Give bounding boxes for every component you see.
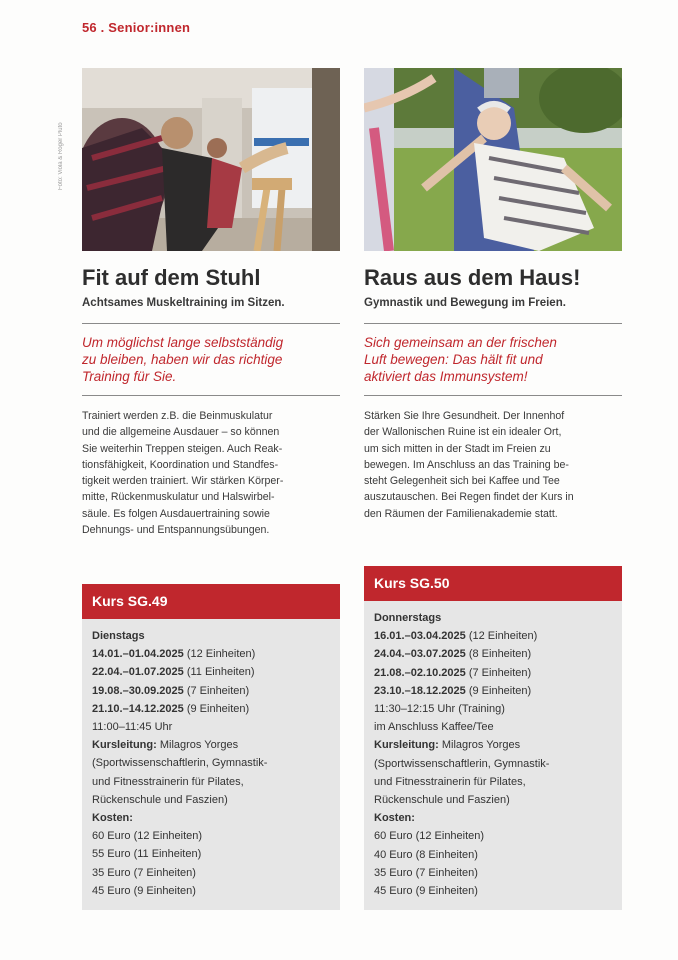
- article-left: [82, 68, 340, 538]
- date-range: 19.08.–30.09.2025: [92, 684, 184, 697]
- photo-outdoor-exercise-image: [364, 68, 622, 251]
- leader-desc-line: (Sportwissenschaftlerin, Gymnastik-: [92, 757, 268, 770]
- course-date-row: [92, 645, 330, 663]
- course-time: 11:30–12:15 Uhr (Training): [374, 703, 505, 716]
- cost-line: 35 Euro (7 Einheiten): [92, 866, 196, 879]
- course-day: Dienstags: [92, 630, 145, 642]
- divider: [364, 395, 622, 396]
- body-line: Stärken Sie Ihre Gesundheit. Der Innenhof: [364, 410, 565, 422]
- leader-label: Kursleitung:: [374, 739, 439, 752]
- photo-outdoor-exercise: [364, 68, 622, 251]
- date-range: 16.01.–03.04.2025: [374, 630, 466, 643]
- date-units: (12 Einheiten): [186, 648, 256, 661]
- divider: [82, 395, 340, 396]
- leader-name: Milagros Yorges: [159, 739, 239, 752]
- date-units: (11 Einheiten): [186, 666, 255, 679]
- cost-label: Kosten:: [92, 812, 133, 825]
- article-title: Fit auf dem Stuhl: [82, 265, 261, 290]
- teaser-line: zu bleiben, haben wir das richtige: [82, 352, 283, 367]
- date-range: 24.04.–03.07.2025: [374, 648, 466, 661]
- date-range: 21.08.–02.10.2025: [374, 666, 466, 679]
- date-units: (8 Einheiten): [468, 648, 532, 661]
- leader-desc-line: und Fitnesstrainerin für Pilates,: [92, 775, 244, 788]
- course-heading: Kurs SG.49: [82, 584, 340, 619]
- leader-label: Kursleitung:: [92, 739, 157, 752]
- body-line: tionsfähigkeit, Koordination und Standfes-: [82, 458, 279, 471]
- body-line: den Räumen der Familienakademie statt.: [364, 507, 558, 520]
- leader-desc-line: und Fitnesstrainerin für Pilates,: [374, 775, 526, 788]
- cost-label: Kosten:: [374, 812, 415, 825]
- teaser-line: aktiviert das Immunsystem!: [364, 369, 528, 384]
- leader-desc-line: Rückenschule und Faszien): [374, 794, 510, 807]
- date-units: (7 Einheiten): [186, 684, 250, 697]
- photo-seated-exercise: [82, 68, 340, 251]
- cost-line: 35 Euro (7 Einheiten): [374, 866, 478, 879]
- course-leader: [92, 736, 330, 754]
- body-line: der Wallonischen Ruine ist ein idealer Ort,: [364, 426, 562, 439]
- course-box-sg49: [82, 584, 340, 910]
- course-date-row: [374, 664, 612, 682]
- course-time: im Anschluss Kaffee/Tee: [374, 721, 494, 734]
- divider: [364, 323, 622, 324]
- date-range: 21.10.–14.12.2025: [92, 702, 184, 715]
- article-teaser: [364, 334, 622, 385]
- date-units: (9 Einheiten): [468, 684, 532, 697]
- date-units: (12 Einheiten): [468, 630, 538, 643]
- body-line: tigkeit werden trainiert. Wir stärken Körper-: [82, 475, 284, 488]
- teaser-line: Sich gemeinsam an der frischen: [364, 335, 557, 350]
- body-line: bewegen. Im Anschluss an das Training be-: [364, 458, 569, 471]
- body-line: und die allgemeine Ausdauer – so können: [82, 426, 280, 439]
- cost-line: 60 Euro (12 Einheiten): [92, 830, 203, 843]
- course-day: Donnerstags: [374, 612, 442, 624]
- course-date-row: [92, 682, 330, 700]
- article-body: [82, 408, 340, 538]
- course-date-row: [92, 700, 330, 718]
- cost-line: 45 Euro (9 Einheiten): [92, 884, 196, 897]
- cost-line: 60 Euro (12 Einheiten): [374, 830, 485, 843]
- photo-credit: Foto: Viola & Roger Pluto: [58, 122, 64, 190]
- article-subtitle: Achtsames Muskeltraining im Sitzen.: [82, 297, 285, 309]
- body-line: Trainiert werden z.B. die Beinmuskulatur: [82, 410, 273, 422]
- page-header: 56 . Senior:innen: [82, 20, 191, 35]
- teaser-line: Um möglichst lange selbstständig: [82, 335, 284, 350]
- divider: [82, 323, 340, 324]
- body-line: Sie weiterhin Treppen steigen. Auch Reak-: [82, 442, 283, 455]
- date-units: (9 Einheiten): [186, 702, 250, 715]
- article-subtitle: Gymnastik und Bewegung im Freien.: [364, 297, 566, 309]
- date-range: 14.01.–01.04.2025: [92, 648, 184, 661]
- course-leader: [374, 736, 612, 754]
- course-date-row: [374, 627, 612, 645]
- course-date-row: [92, 663, 330, 681]
- cost-line: 55 Euro (11 Einheiten): [92, 848, 202, 861]
- body-line: säule. Es folgen Ausdauertraining sowie: [82, 507, 270, 520]
- course-heading: Kurs SG.50: [364, 566, 622, 601]
- body-line: um sich mitten in der Stadt im Freien zu: [364, 442, 551, 455]
- course-details: [364, 601, 622, 908]
- course-date-row: [374, 645, 612, 663]
- article-right: [364, 68, 622, 522]
- date-units: (7 Einheiten): [468, 666, 532, 679]
- course-time: 11:00–11:45 Uhr: [92, 721, 173, 734]
- cost-line: 45 Euro (9 Einheiten): [374, 885, 478, 898]
- body-line: mitte, Rückenmuskulatur und Halswirbel-: [82, 491, 275, 504]
- article-body: [364, 408, 622, 522]
- course-box-sg50: [364, 566, 622, 910]
- article-teaser: [82, 334, 340, 385]
- course-date-row: [374, 682, 612, 700]
- date-range: 22.04.–01.07.2025: [92, 666, 184, 679]
- leader-desc-line: (Sportwissenschaftlerin, Gymnastik-: [374, 757, 550, 770]
- article-title: Raus aus dem Haus!: [364, 265, 581, 290]
- leader-desc-line: Rückenschule und Faszien): [92, 793, 228, 806]
- photo-seated-exercise-image: [82, 68, 340, 251]
- teaser-line: Training für Sie.: [82, 369, 177, 384]
- cost-line: 40 Euro (8 Einheiten): [374, 848, 478, 861]
- leader-name: Milagros Yorges: [441, 739, 521, 752]
- course-details: [82, 619, 340, 908]
- date-range: 23.10.–18.12.2025: [374, 684, 466, 697]
- body-line: steht Gelegenheit sich bei Kaffee und Tee: [364, 475, 560, 488]
- body-line: Dehnungs- und Entspannungsübungen.: [82, 524, 270, 537]
- teaser-line: Luft bewegen: Das hält fit und: [364, 352, 543, 367]
- body-line: auszutauschen. Bei Regen findet der Kurs in: [364, 491, 574, 504]
